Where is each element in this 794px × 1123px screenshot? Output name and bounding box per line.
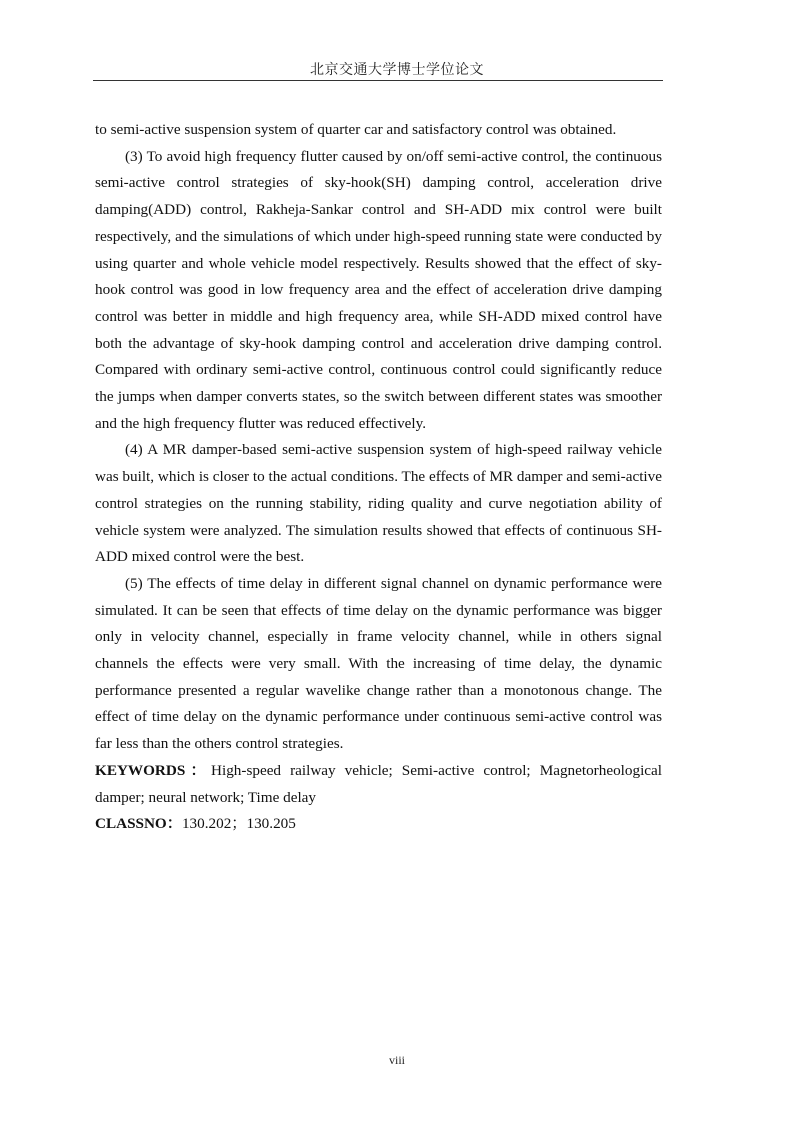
paragraph-continuation: to semi-active suspension system of quarter car and satisfactory control was obtained. <box>95 121 617 138</box>
keywords-value: High-speed railway vehicle; Semi-active control; Magnetorheological damper; neural network; Time delay <box>95 761 663 806</box>
classno-line <box>95 811 662 838</box>
keywords-label: KEYWORDS： <box>95 761 212 779</box>
classno-value: 130.202；130.205 <box>181 815 296 833</box>
paragraph-item-4: (4) A MR damper-based semi-active suspension system of high-speed railway vehicle was built, which is closer to the actual conditions. The effects of MR damper and semi-active control strategies on the running stability, riding quality and curve negotiation ability of vehicle system were analyzed. The simulation results showed that effects of continuous SH-ADD mixed control were the best. <box>95 441 662 566</box>
page-number: viii <box>388 1053 405 1067</box>
paragraph-item-3: (3) To avoid high frequency flutter caused by on/off semi-active control, the continuous semi-active control strategies of sky-hook(SH) damping control, acceleration drive damping(ADD) control, Rakheja-Sankar control and SH-ADD mix control were built respectively, and the simulations of which under high-speed running state were conducted by using quarter and whole vehicle model respectively. Results showed that the effect of sky-hook control was good in low frequency area and the effect of acceleration drive damping control was better in middle and high frequency area, while SH-ADD mixed control have both the advantage of sky-hook damping control and acceleration drive damping control. Compared with ordinary semi-active control, continuous control could significantly reduce the jumps when damper converts states, so the switch between different states was smoother and the high frequency flutter was reduced effectively. <box>95 147 662 432</box>
paragraph-item-5: (5) The effects of time delay in different signal channel on dynamic performance were simulated. It can be seen that effects of time delay on the dynamic performance was bigger only in velocity channel, especially in frame velocity channel, while in others signal channels the effects were very small. With the increasing of time delay, the dynamic performance presented a regular wavelike change rather than a monotonous change. The effect of time delay on the dynamic performance under continuous semi-active control was far less than the others control strategies. <box>95 574 662 753</box>
abstract-body <box>95 117 662 838</box>
header-rule <box>93 80 663 81</box>
keywords-line <box>95 758 662 811</box>
classno-label: CLASSNO： <box>95 815 182 833</box>
running-header-title: 北京交通大学博士学位论文 <box>310 63 484 78</box>
